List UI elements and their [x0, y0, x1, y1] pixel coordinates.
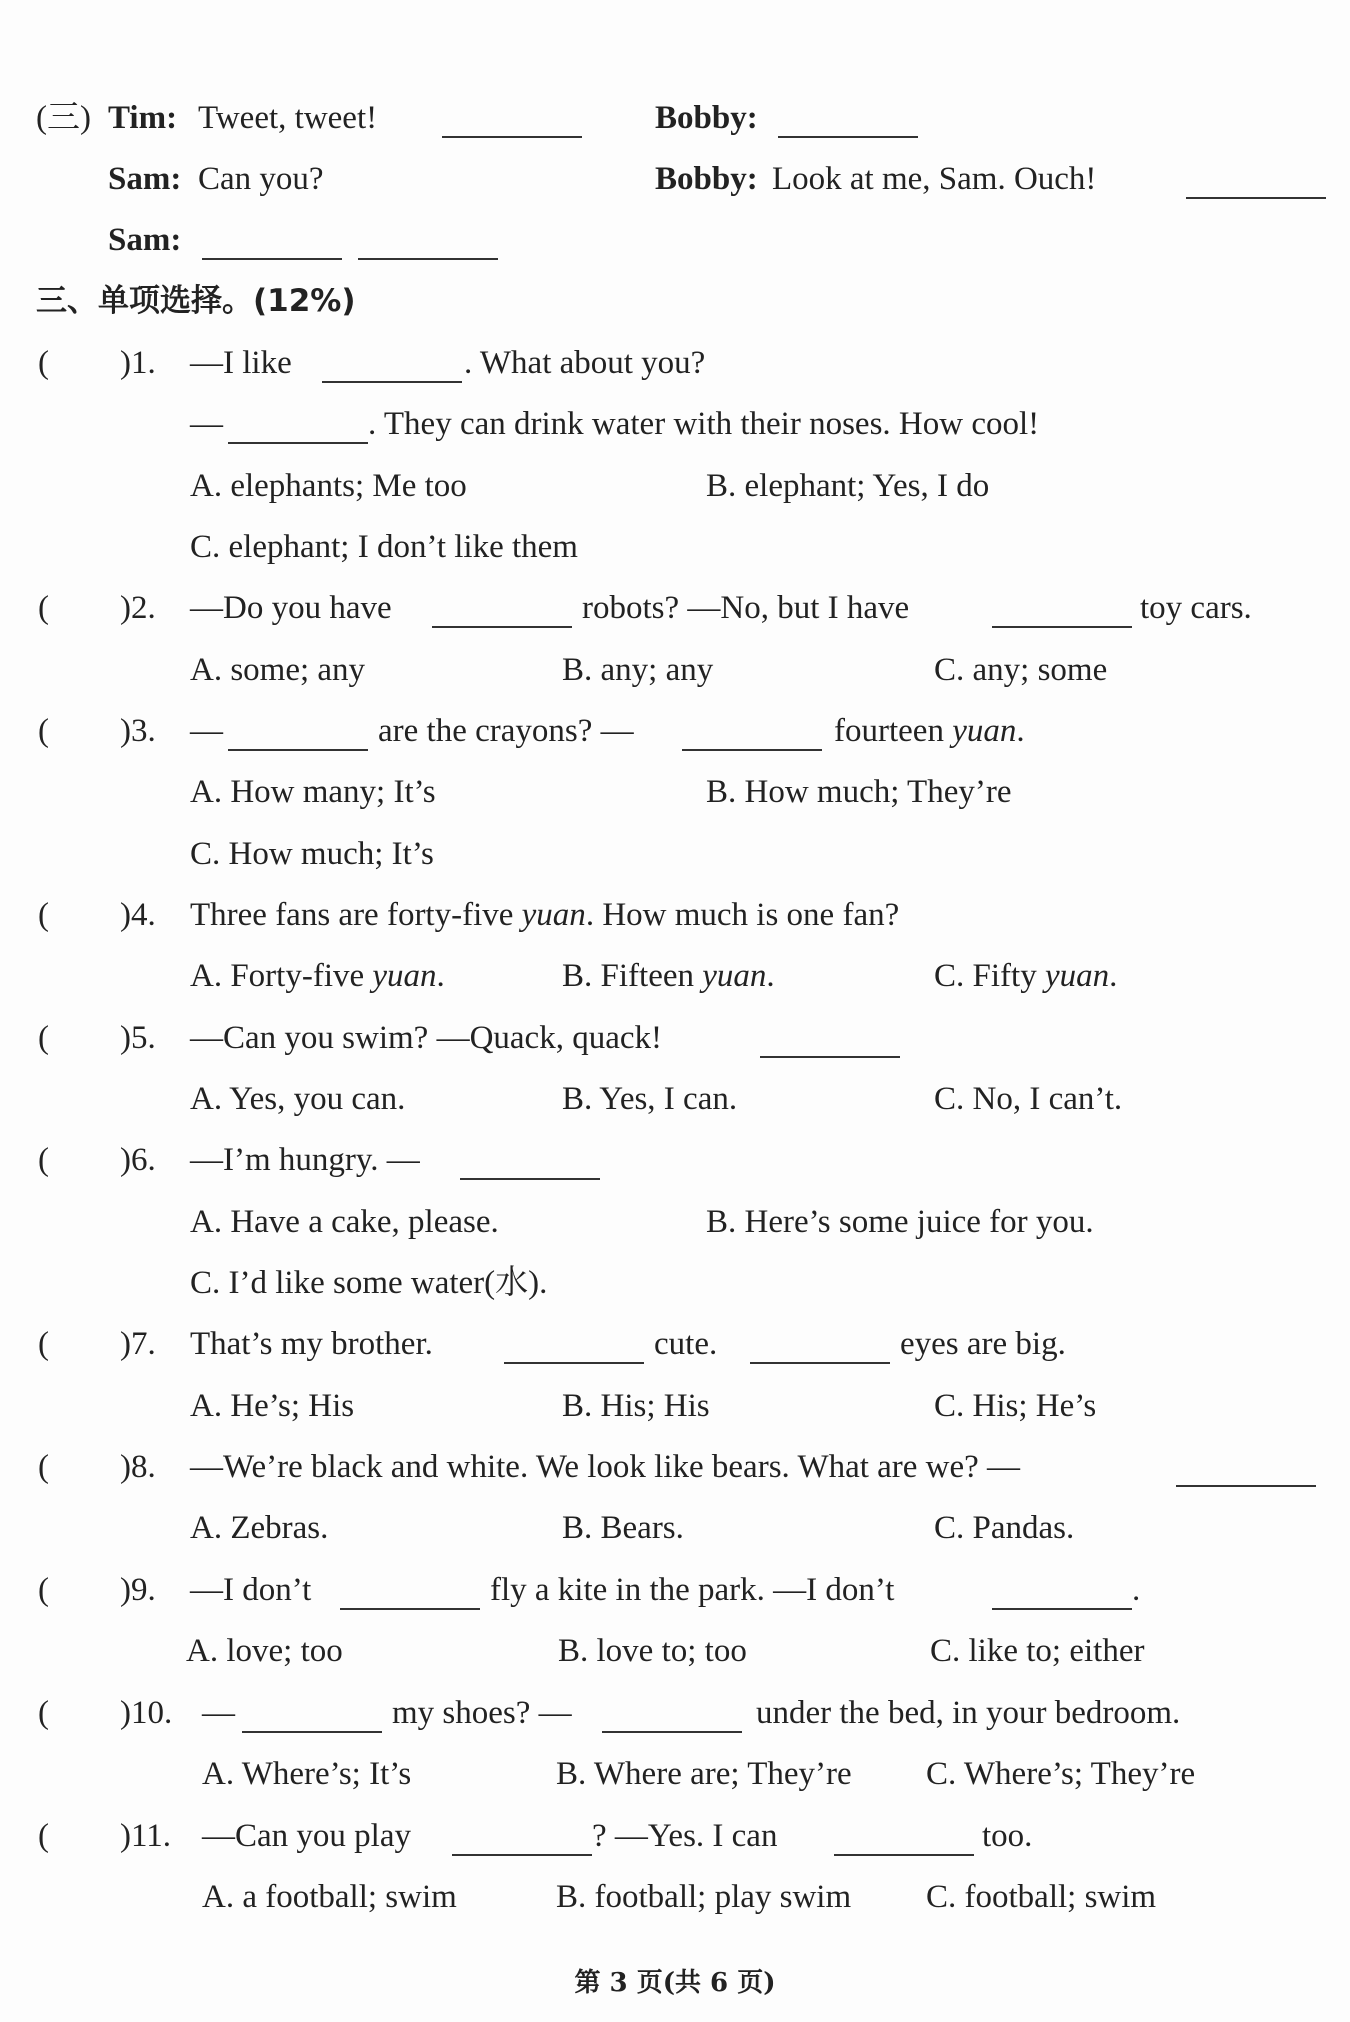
option-a[interactable]: A. elephants; Me too: [190, 468, 467, 504]
option-c[interactable]: C. Where’s; They’re: [926, 1756, 1196, 1792]
answer-blank[interactable]: [322, 351, 462, 383]
question-8: ( )8. —We’re black and white. We look like bears. What are we? —: [0, 1441, 1350, 1493]
option-a[interactable]: A. How many; It’s: [190, 774, 436, 810]
bobby-text: Look at me, Sam. Ouch!: [772, 161, 1097, 197]
question-6: ( )6. —I’m hungry. —: [0, 1134, 1350, 1186]
answer-blank[interactable]: [750, 1332, 890, 1364]
question-number: )6.: [120, 1142, 156, 1178]
question-number: )7.: [120, 1326, 156, 1362]
answer-paren[interactable]: (: [38, 1449, 49, 1485]
option-a[interactable]: A. Yes, you can.: [190, 1081, 406, 1117]
question-number: )5.: [120, 1020, 156, 1056]
answer-paren[interactable]: (: [38, 713, 49, 749]
speaker-tim: Tim:: [108, 100, 178, 136]
dialogue-line-2: [0, 153, 1350, 205]
tim-text: Tweet, tweet!: [198, 100, 378, 136]
answer-blank[interactable]: [460, 1148, 600, 1180]
options-4: [0, 950, 1350, 1002]
option-b[interactable]: B. How much; They’re: [706, 774, 1012, 810]
dialogue-line-1: [0, 92, 1350, 144]
answer-paren[interactable]: (: [38, 590, 49, 626]
option-b[interactable]: B. Fifteen yuan.: [562, 958, 775, 994]
answer-paren[interactable]: (: [38, 1695, 49, 1731]
options-10: [0, 1748, 1350, 1800]
question-10: ( )10. — my shoes? — under the bed, in your bedroom.: [0, 1687, 1350, 1739]
answer-blank[interactable]: [504, 1332, 644, 1364]
question-number: )10.: [120, 1695, 173, 1731]
dialogue-line-3: [0, 214, 1350, 266]
option-a[interactable]: A. a football; swim: [202, 1879, 457, 1915]
answer-blank[interactable]: [1186, 167, 1326, 199]
speaker-sam: Sam:: [108, 222, 182, 258]
option-b[interactable]: B. Here’s some juice for you.: [706, 1204, 1094, 1240]
options-3: [0, 766, 1350, 818]
answer-blank[interactable]: [834, 1824, 974, 1856]
options-3-line-2: [0, 828, 1350, 880]
answer-blank[interactable]: [992, 596, 1132, 628]
question-number: )4.: [120, 897, 156, 933]
answer-paren[interactable]: (: [38, 1572, 49, 1608]
answer-blank[interactable]: [760, 1026, 900, 1058]
options-1-line-2: [0, 521, 1350, 573]
answer-blank[interactable]: [992, 1578, 1132, 1610]
options-8: [0, 1502, 1350, 1554]
option-b[interactable]: B. His; His: [562, 1388, 710, 1424]
option-a[interactable]: A. some; any: [190, 652, 366, 688]
option-c[interactable]: C. I’d like some water(水).: [190, 1265, 548, 1301]
options-6-line-2: [0, 1257, 1350, 1309]
answer-paren[interactable]: (: [38, 897, 49, 933]
answer-paren[interactable]: (: [38, 1326, 49, 1362]
options-1: [0, 460, 1350, 512]
option-b[interactable]: B. any; any: [562, 652, 714, 688]
question-2: ( )2. —Do you have robots? —No, but I have toy cars.: [0, 582, 1350, 634]
speaker-bobby: Bobby:: [655, 161, 758, 197]
dialogue-label: (三): [36, 100, 91, 136]
answer-blank[interactable]: [228, 719, 368, 751]
option-a[interactable]: A. love; too: [186, 1633, 343, 1669]
options-6: [0, 1196, 1350, 1248]
option-b[interactable]: B. Where are; They’re: [556, 1756, 852, 1792]
option-b[interactable]: B. Yes, I can.: [562, 1081, 738, 1117]
option-c[interactable]: C. How much; It’s: [190, 836, 434, 872]
option-c[interactable]: C. any; some: [934, 652, 1108, 688]
answer-blank[interactable]: [778, 106, 918, 138]
option-c[interactable]: C. His; He’s: [934, 1388, 1097, 1424]
page-footer: 第 3 页(共 6 页): [574, 1968, 776, 1998]
answer-blank[interactable]: [202, 228, 342, 260]
options-5: [0, 1073, 1350, 1125]
option-a[interactable]: A. He’s; His: [190, 1388, 355, 1424]
option-b[interactable]: B. football; play swim: [556, 1879, 852, 1915]
answer-paren[interactable]: (: [38, 1818, 49, 1854]
question-number: )8.: [120, 1449, 156, 1485]
answer-blank[interactable]: [340, 1578, 480, 1610]
question-4: ( )4. Three fans are forty-five yuan. How much is one fan?: [0, 889, 1350, 941]
question-number: )3.: [120, 713, 156, 749]
options-2: [0, 644, 1350, 696]
option-b[interactable]: B. elephant; Yes, I do: [706, 468, 990, 504]
speaker-sam: Sam:: [108, 161, 182, 197]
option-c[interactable]: C. elephant; I don’t like them: [190, 529, 578, 565]
question-number: )1.: [120, 345, 156, 381]
answer-blank[interactable]: [682, 719, 822, 751]
option-a[interactable]: A. Where’s; It’s: [202, 1756, 412, 1792]
answer-blank[interactable]: [358, 228, 498, 260]
section-heading: 三、单项选择。(12%): [36, 283, 356, 319]
answer-blank[interactable]: [242, 1701, 382, 1733]
option-c[interactable]: C. No, I can’t.: [934, 1081, 1123, 1117]
answer-blank[interactable]: [602, 1701, 742, 1733]
question-number: )2.: [120, 590, 156, 626]
question-3: ( )3. — are the crayons? — fourteen yuan.: [0, 705, 1350, 757]
question-1-line-2: — . They can drink water with their noses. How cool!: [190, 406, 1040, 442]
option-c[interactable]: C. football; swim: [926, 1879, 1157, 1915]
option-b[interactable]: B. Bears.: [562, 1510, 684, 1546]
option-b[interactable]: B. love to; too: [558, 1633, 747, 1669]
question-number: )11.: [120, 1818, 172, 1854]
question-11: ( )11. —Can you play ? —Yes. I can too.: [0, 1810, 1350, 1862]
option-a[interactable]: A. Forty-five yuan.: [190, 958, 445, 994]
answer-blank[interactable]: [228, 412, 368, 444]
options-7: [0, 1380, 1350, 1432]
options-11: [0, 1871, 1350, 1923]
question-number: )9.: [120, 1572, 156, 1608]
answer-blank[interactable]: [442, 106, 582, 138]
question-7: ( )7. That’s my brother. cute. eyes are big.: [0, 1318, 1350, 1370]
option-a[interactable]: A. Zebras.: [190, 1510, 329, 1546]
answer-blank[interactable]: [1176, 1455, 1316, 1487]
answer-paren[interactable]: (: [38, 1142, 49, 1178]
question-5: ( )5. —Can you swim? —Quack, quack!: [0, 1012, 1350, 1064]
answer-paren[interactable]: (: [38, 345, 49, 381]
answer-paren[interactable]: (: [38, 1020, 49, 1056]
sam-text: Can you?: [198, 161, 324, 197]
answer-blank[interactable]: [432, 596, 572, 628]
question-1: ( )1. —I like . What about you?: [0, 337, 1350, 389]
answer-blank[interactable]: [452, 1824, 592, 1856]
question-9: ( )9. —I don’t fly a kite in the park. —I don’t .: [0, 1564, 1350, 1616]
speaker-bobby: Bobby:: [655, 100, 758, 136]
option-c[interactable]: C. Pandas.: [934, 1510, 1075, 1546]
options-9: [0, 1625, 1350, 1677]
option-c[interactable]: C. like to; either: [930, 1633, 1145, 1669]
option-c[interactable]: C. Fifty yuan.: [934, 958, 1118, 994]
option-a[interactable]: A. Have a cake, please.: [190, 1204, 499, 1240]
